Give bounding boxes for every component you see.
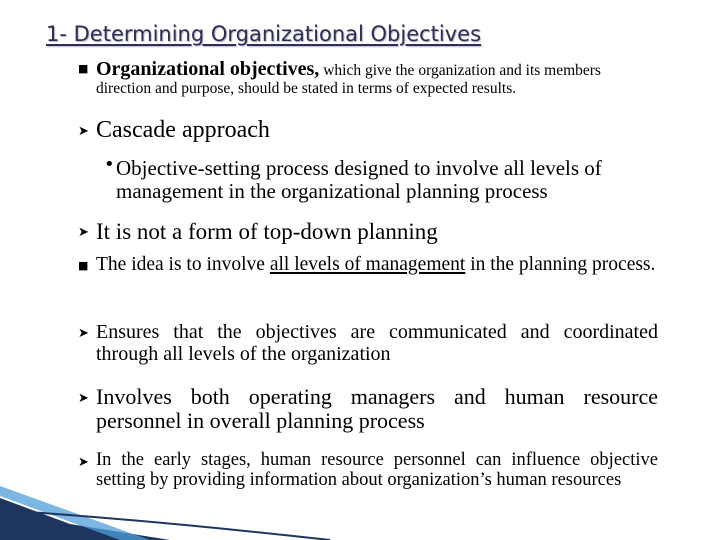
list-item [96, 385, 658, 433]
arrow-bullet-icon: ➤ [78, 455, 89, 470]
list-item [96, 58, 658, 98]
corner-decoration [0, 450, 340, 540]
list-item [96, 219, 658, 244]
item-text: Cascade approach [96, 117, 270, 143]
item-text: Ensures that the objectives are communicated and coordinated through all levels of the organization [96, 321, 658, 365]
item-text: It is not a form of top-down planning [96, 219, 438, 244]
item-lead-text: Organizational objectives, [96, 58, 320, 80]
item-text: which give the organization and its members direction and purpose, should be stated in terms of expected results. [96, 62, 601, 97]
item-text: in the planning process. [465, 254, 656, 275]
arrow-bullet-icon: ➤ [78, 391, 89, 406]
arrow-bullet-icon: ➤ [78, 326, 89, 341]
arrow-bullet-icon: ➤ [78, 124, 89, 139]
list-item [96, 117, 658, 143]
list-item [116, 157, 661, 203]
list-item [96, 321, 658, 365]
item-text: In the early stages, human resource personnel can influence objective setting by providing information about organization’s human resources [96, 450, 658, 490]
square-bullet-icon: ■ [78, 62, 89, 75]
slide-title: 1- Determining Organizational Objectives [46, 22, 482, 46]
arrow-bullet-icon: ➤ [78, 225, 89, 240]
item-text: Involves both operating managers and human resource personnel in overall planning process [96, 384, 658, 434]
dot-bullet-icon: • [104, 154, 115, 175]
list-item [96, 254, 658, 275]
item-text: The idea is to involve [96, 254, 270, 275]
item-text: Objective-setting process designed to involve all levels of management in the organizational planning process [116, 156, 602, 204]
item-underlined-text: all levels of management [269, 254, 466, 275]
square-bullet-icon: ■ [78, 259, 89, 272]
